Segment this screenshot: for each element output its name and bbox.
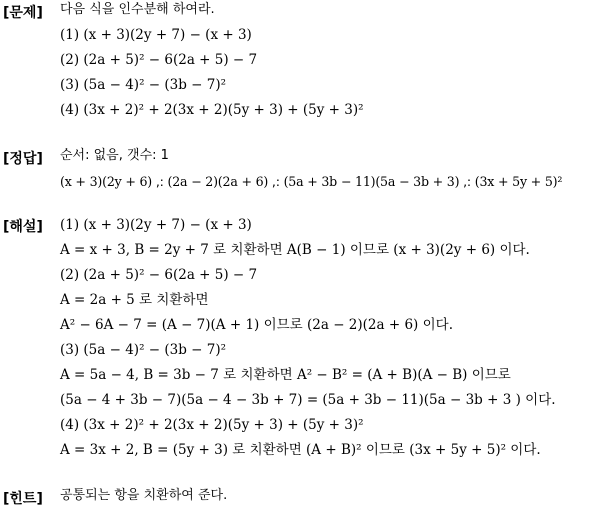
answer-3: (5a + 3b − 11)(5a − 3b + 3) [283,174,460,189]
answer-1: (x + 3)(2y + 6) [60,174,153,189]
problem-item-3: (3) (5a − 4)² − (3b − 7)² [60,77,227,93]
solution-line-6: (3) (5a − 4)² − (3b − 7)² [60,342,227,358]
problem-item-1: (1) (x + 3)(2y + 7) − (x + 3) [60,27,252,43]
answer-2: (2a − 2)(2a + 6) [167,174,269,189]
answer-separator: ,: [152,174,168,189]
solution-line-4: A = 2a + 5 로 치환하면 [60,292,209,308]
solution-tag: [해설] [3,219,43,235]
problem-tag: [문제] [3,5,43,21]
solution-line-10: A = 3x + 2, B = (5y + 3) 로 치환하면 (A + B)² 이므로 (3x + 5y + 5)² 이다. [60,442,541,458]
hint-text: 공통되는 항을 치환하여 준다. [60,488,228,503]
solution-line-3: (2) (2a + 5)² − 6(2a + 5) − 7 [60,267,258,283]
solution-line-7: A = 5a − 4, B = 3b − 7 로 치환하면 A² − B² = (A + B)(A − B) 이므로 [60,367,511,383]
answer-separator: ,: [268,174,284,189]
answer-meta: 순서: 없음, 갯수: 1 [60,148,169,163]
solution-line-8: (5a − 4 + 3b − 7)(5a − 4 − 3b + 7) = (5a + 3b − 11)(5a − 3b + 3 ) 이다. [60,392,556,408]
problem-item-4: (4) (3x + 2)² + 2(3x + 2)(5y + 3) + (5y + 3)² [60,102,364,118]
answer-tag: [정답] [3,151,43,167]
solution-line-5: A² − 6A − 7 = (A − 7)(A + 1) 이므로 (2a − 2)(2a + 6) 이다. [60,317,453,333]
answer-4: (3x + 5y + 5)² [474,174,563,189]
solution-line-2: A = x + 3, B = 2y + 7 로 치환하면 A(B − 1) 이므로 (x + 3)(2y + 6) 이다. [60,242,530,258]
solution-line-9: (4) (3x + 2)² + 2(3x + 2)(5y + 3) + (5y + 3)² [60,417,364,433]
problem-instruction: 다음 식을 인수분해 하여라. [60,2,215,17]
answer-separator: ,: [459,174,475,189]
problem-item-2: (2) (2a + 5)² − 6(2a + 5) − 7 [60,52,258,68]
solution-line-1: (1) (x + 3)(2y + 7) − (x + 3) [60,217,252,233]
answer-list [60,173,562,191]
hint-tag: [힌트] [3,491,43,507]
